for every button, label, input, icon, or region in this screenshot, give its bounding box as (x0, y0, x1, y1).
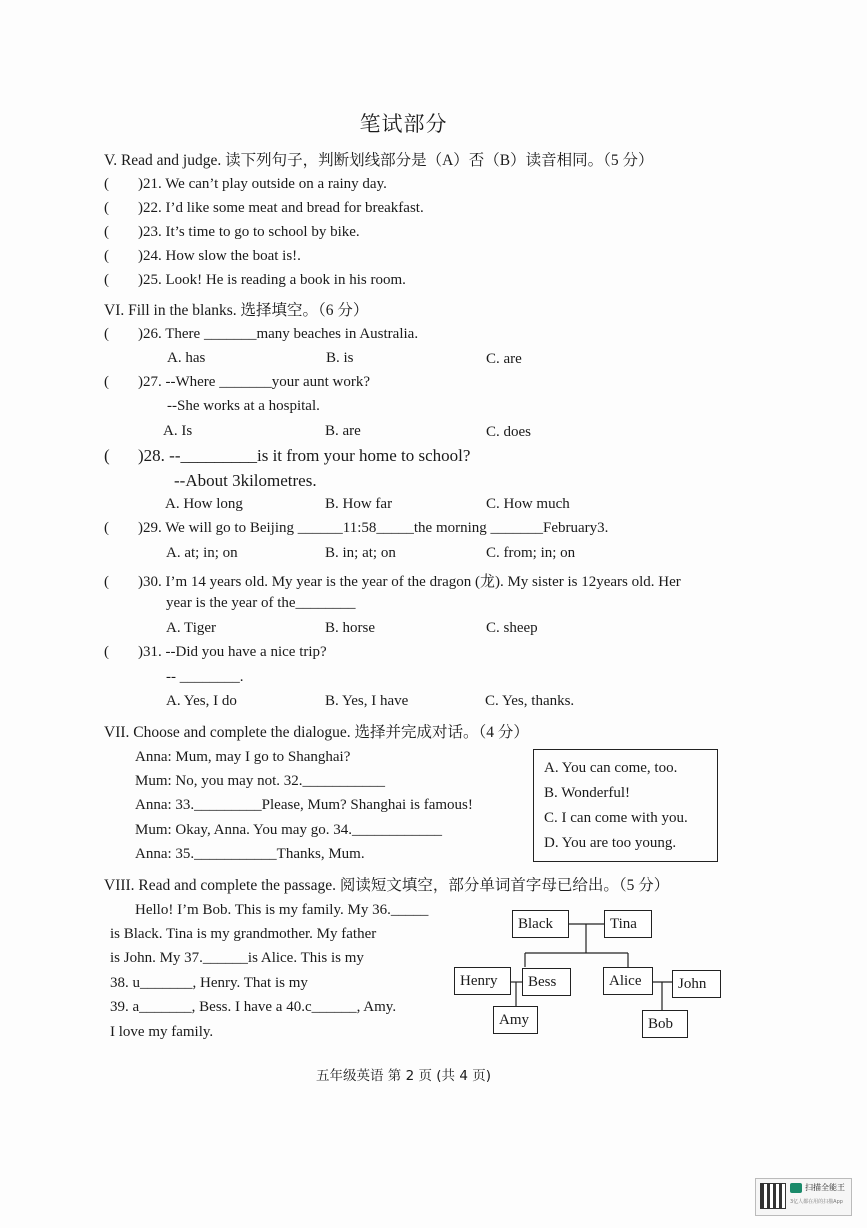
tree-node-john: John (672, 970, 721, 998)
question-30-option-b: B. horse (325, 620, 375, 636)
question-29-option-c: C. from; in; on (486, 545, 576, 561)
question-25: ( )25. Look! He is reading a book in his room. (104, 272, 406, 288)
dialogue-line-4: Mum: Okay, Anna. You may go. 34.____________ (135, 822, 442, 838)
dialogue-line-5: Anna: 35.___________Thanks, Mum. (135, 846, 365, 862)
dialogue-line-2: Mum: No, you may not. 32.___________ (135, 773, 385, 789)
question-28-option-a: A. How long (165, 496, 243, 512)
question-22-text: )22. I’d like some meat and bread for breakfast. (138, 200, 424, 216)
tree-node-amy: Amy (493, 1006, 538, 1034)
question-22: ( )22. I’d like some meat and bread for breakfast. (104, 200, 424, 216)
question-21: ( )21. We can’t play outside on a rainy day. (104, 176, 387, 192)
question-27-option-a: A. Is (163, 423, 193, 439)
dialogue-options-box (533, 749, 718, 862)
tree-node-black: Black (512, 910, 569, 938)
dialogue-option-a: A. You can come, too. (544, 760, 678, 776)
question-30-stem: )30. I’m 14 years old. My year is the year of the dragon (龙). My sister is 12years old. Her (138, 574, 681, 590)
qr-code-icon (760, 1183, 786, 1209)
question-31-option-a: A. Yes, I do (166, 693, 237, 709)
question-24: ( )24. How slow the boat is!. (104, 248, 301, 264)
passage-line-3: is John. My 37.______is Alice. This is my (110, 950, 364, 966)
tree-node-bess: Bess (522, 968, 571, 996)
page-title: 笔试部分 (359, 112, 448, 136)
scanner-logo-icon (790, 1183, 802, 1193)
dialogue-option-b: B. Wonderful! (544, 785, 631, 801)
question-26-option-c: C. are (486, 351, 522, 367)
dialogue-option-d: D. You are too young. (544, 835, 677, 851)
question-29-stem: )29. We will go to Beijing ______11:58_____the morning _______February3. (138, 520, 609, 536)
question-23: ( )23. It’s time to go to school by bike. (104, 224, 360, 240)
question-28: ( )28. --_________is it from your home to school? (104, 446, 471, 465)
question-31-stem: )31. --Did you have a nice trip? (138, 644, 327, 660)
page-footer: 五年级英语 第 2 页 (共 4 页) (316, 1068, 491, 1084)
question-28-option-c: C. How much (486, 496, 570, 512)
question-27-option-c: C. does (486, 424, 531, 440)
scanner-subtitle: 3亿人都在用的扫描App (790, 1199, 843, 1205)
question-27-line2: --She works at a hospital. (167, 398, 320, 414)
question-21-text: )21. We can’t play outside on a rainy day. (138, 176, 387, 192)
question-31-line2: -- ________. (166, 669, 244, 685)
question-27: ( )27. --Where _______your aunt work? (104, 374, 371, 390)
passage-line-5: 39. a_______, Bess. I have a 40.c______, Amy. (110, 999, 397, 1015)
tree-node-bob: Bob (642, 1010, 688, 1038)
question-27-option-b: B. are (325, 423, 361, 439)
question-27-stem: )27. --Where _______your aunt work? (138, 374, 371, 390)
passage-line-4: 38. u_______, Henry. That is my (110, 975, 308, 991)
question-23-text: )23. It’s time to go to school by bike. (138, 224, 360, 240)
question-30-option-a: A. Tiger (166, 620, 217, 636)
scanner-title: 扫描全能王 (805, 1183, 845, 1192)
question-31-option-c: C. Yes, thanks. (485, 693, 575, 709)
question-24-text: )24. How slow the boat is!. (138, 248, 301, 264)
section-vi-heading: VI. Fill in the blanks. 选择填空。（6 分） (104, 302, 369, 319)
section-viii-heading: VIII. Read and complete the passage. 阅读短文填空，部分单词首字母已给出。（5 分） (104, 877, 670, 894)
question-31-option-b: B. Yes, I have (325, 693, 409, 709)
question-29: ( )29. We will go to Beijing ______11:58_____the morning _______February3. (104, 520, 609, 536)
question-26-stem: )26. There _______many beaches in Australia. (138, 326, 419, 342)
question-28-option-b: B. How far (325, 496, 393, 512)
dialogue-line-1: Anna: Mum, may I go to Shanghai? (135, 749, 351, 765)
question-26-option-b: B. is (326, 350, 354, 366)
question-30-line2: year is the year of the________ (166, 595, 356, 611)
passage-line-2: is Black. Tina is my grandmother. My father (110, 926, 377, 942)
tree-node-alice: Alice (603, 967, 653, 995)
section-vii-heading: VII. Choose and complete the dialogue. 选择并完成对话。（4 分） (104, 724, 529, 741)
dialogue-option-c: C. I can come with you. (544, 810, 688, 826)
tree-node-henry: Henry (454, 967, 511, 995)
question-25-text: )25. Look! He is reading a book in his room. (138, 272, 406, 288)
question-26: ( )26. There _______many beaches in Australia. (104, 326, 419, 342)
tree-node-tina: Tina (604, 910, 652, 938)
passage-line-6: I love my family. (110, 1024, 214, 1040)
passage-line-1: Hello! I’m Bob. This is my family. My 36._____ (135, 902, 429, 918)
question-31: ( )31. --Did you have a nice trip? (104, 644, 327, 660)
section-v-heading: V. Read and judge. 读下列句子，判断划线部分是（A）否（B）读音相同。（5 分） (104, 152, 654, 169)
question-28-stem: )28. --_________is it from your home to school? (138, 446, 471, 465)
question-26-option-a: A. has (167, 350, 206, 366)
dialogue-line-3: Anna: 33._________Please, Mum? Shanghai is famous! (135, 797, 473, 813)
question-30: ( )30. I’m 14 years old. My year is the year of the dragon (龙). My sister is 12years old. Her (104, 574, 681, 590)
question-29-option-a: A. at; in; on (166, 545, 238, 561)
question-29-option-b: B. in; at; on (325, 545, 396, 561)
question-30-option-c: C. sheep (486, 620, 538, 636)
question-28-line2: --About 3kilometres. (174, 471, 317, 490)
